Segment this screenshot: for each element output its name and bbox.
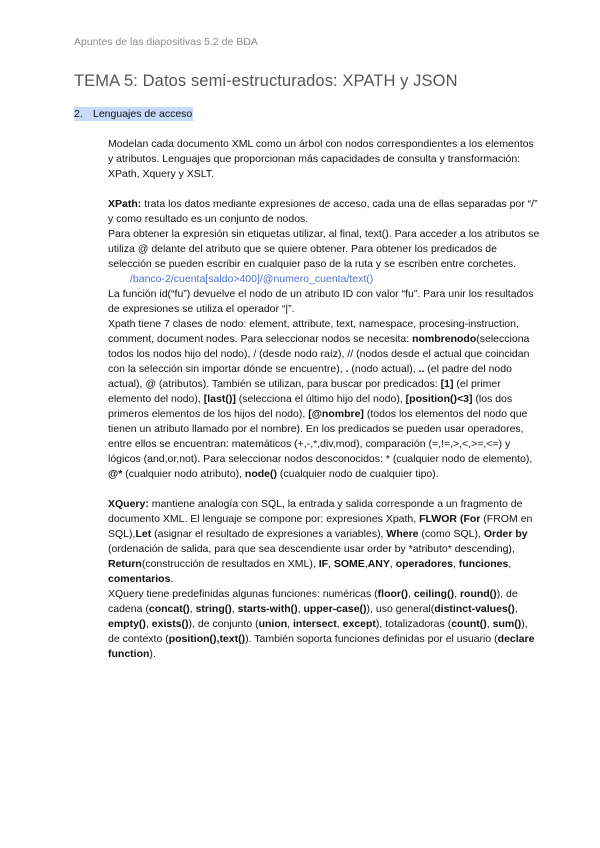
intro-paragraph: Modelan cada documento XML como un árbol con nodos correspondientes a los elementos y atributos. Lenguajes que proporcionan más capacidades de consulta y transformación: XPath, Xquery y XSLT.	[108, 138, 534, 180]
xquery-label: XQuery:	[108, 498, 149, 510]
xpath-text-3: La función id(“fu”) devuelve el nodo de un atributo ID con valor “fu”. Para unir los resultados de expresiones se utiliza el operador “|”.	[108, 288, 534, 315]
xpath-label: XPath:	[108, 198, 142, 210]
xpath-example: /banco-2/cuenta[saldo>400]/@numero_cuenta/text()	[130, 273, 374, 285]
content-body	[108, 137, 540, 662]
xquery-paragraph: XQuery: mantiene analogía con SQL, la entrada y salida corresponde a un fragmento de documento XML. El lenguaje se compone por: expresiones Xpath, FLWOR (For (FROM en SQL),Let (asignar el resultado de expresiones a variables), Where (como SQL), Order by (ordenación de salida, para que sea descendiente usar order by *atributo* descending), Return(construcción de resultados en XML), IF, SOME,ANY, operadores, funciones, comentarios.	[108, 498, 533, 585]
section-label: Lenguajes de acceso	[93, 108, 193, 120]
xquery-functions-paragraph: XQuery tiene predefinidas algunas funciones: numéricas (floor(), ceiling(), round()), de cadena (concat(), string(), starts-with(), upper-case()), uso general(distinct-values(), empty(), exists()), de conjunto (union, intersect, except), totalizadoras (count(), sum()), de contexto (position(),text()). También soporta funciones definidas por el usuario (declare function).	[108, 588, 535, 660]
section-heading	[74, 108, 193, 120]
xpath-nodes-paragraph: Xpath tiene 7 clases de nodo: element, attribute, text, namespace, procesing-instruction, comment, document nodes. Para seleccionar nodos se necesita: nombrenodo(selecciona todos los nodos hijo del nodo), / (desde nodo raíz), // (nodos desde el actual que coincidan con la selección sin importar dónde se encuentre), . (nodo actual), .. (el padre del nodo actual), @ (atributos). También se utilizan, para buscar por predicados: [1] (el primer elemento del nodo), [last()] (selecciona el último hijo del nodo), [position()<3] (los dos primeros elementos de los hijos del nodo), [@nombre] (todos los elementos del nodo que tienen un atributo llamado por el nombre). En los predicados se pueden usar operadores, entre ellos se encuentran: matemáticos (+,-,*,div,mod), comparación (=,!=,>,<,>=,<=) y lógicos (and,or,not). Para seleccionar nodos desconocidos: * (cualquier nodo de elemento), @* (cualquier nodo atributo), node() (cualquier nodo de cualquier tipo).	[108, 318, 533, 480]
section-highlight	[74, 107, 193, 121]
page-header: Apuntes de las diapositivas 5.2 de BDA	[74, 36, 258, 48]
xpath-text-2: Para obtener la expresión sin etiquetas utilizar, al final, text(). Para acceder a los atributos se utiliza @ delante del atributo que se quiere obtener. Para obtener los predicados de selección se pueden escribir en cualquier paso de la ruta y se escriben entre corchetes.	[108, 228, 540, 270]
xpath-text-1: trata los datos mediante expresiones de acceso, cada una de ellas separadas por “/” y como resultado es un conjunto de nodos.	[108, 198, 538, 225]
xpath-paragraph	[108, 197, 540, 227]
page-title: TEMA 5: Datos semi-estructurados: XPATH y JSON	[74, 72, 458, 90]
section-number: 2.	[74, 108, 83, 120]
